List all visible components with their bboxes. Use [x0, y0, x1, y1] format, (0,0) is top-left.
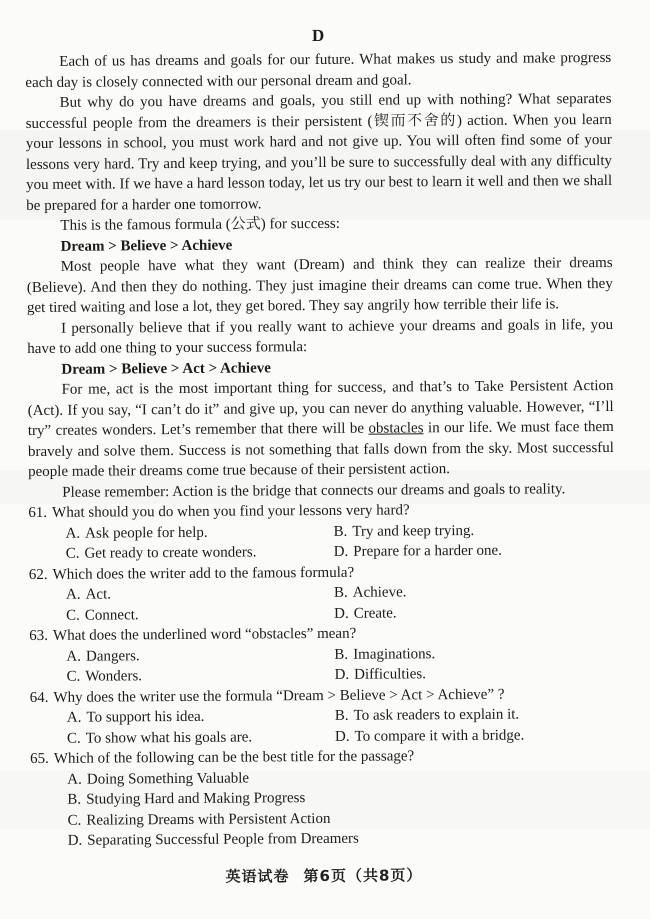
option-text: To show what his goals are. — [85, 728, 253, 747]
question-number: 63. — [29, 627, 49, 645]
question-64 — [30, 683, 616, 749]
passage-paragraph-1: Each of us has dreams and goals for our future. What makes us study and make progress each day is closely connected with our personal dream and goal. — [25, 49, 612, 91]
passage-paragraph-3: This is the famous formula (公式) for success: — [60, 215, 340, 234]
passage-paragraph-7: Please remember: Action is the bridge that connects our dreams and goals to reality. — [62, 480, 566, 501]
option-label: C. — [66, 730, 81, 747]
option-c — [67, 726, 335, 748]
option-a — [66, 583, 334, 605]
options-list — [30, 765, 617, 851]
option-text: To ask readers to explain it. — [353, 706, 520, 724]
question-text: What should you do when you find your lessons very hard? — [52, 502, 410, 521]
option-text: Separating Successful People from Dreamers — [87, 830, 359, 849]
option-label: C. — [66, 668, 81, 685]
option-label: A. — [66, 709, 82, 726]
option-d — [335, 724, 616, 746]
option-label: B. — [67, 791, 82, 808]
option-a — [67, 706, 335, 728]
passage-paragraph-4: Most people have what they want (Dream) and think they can realize their dreams (Believe). And then they do nothing. They just imagine their dreams can come true. When they get tired waiting and lose a lot, they get bored. They say angrily how terrible their life is. — [26, 254, 613, 317]
option-text: Prepare for a harder one. — [353, 542, 502, 560]
option-b — [333, 519, 614, 541]
underlined-word: obstacles — [368, 420, 424, 437]
paragraph-text: in our life. We must face them bravely and solve them. Success is not something that falls down from the sky. Most successful people made their dreams come true because of their persistent action. — [27, 418, 615, 481]
option-text: Try and keep trying. — [352, 522, 475, 540]
question-text: What does the underlined word “obstacles” mean? — [52, 625, 357, 644]
option-text: Imaginations. — [353, 645, 436, 663]
question-number: 62. — [28, 566, 48, 583]
option-label: D. — [334, 728, 350, 745]
option-label: A. — [65, 525, 81, 542]
option-text: To compare it with a bridge. — [354, 727, 525, 745]
option-label: D. — [67, 832, 83, 849]
question-65 — [30, 745, 617, 852]
question-number: 64. — [29, 689, 49, 706]
option-d — [334, 540, 615, 562]
option-text: Dangers. — [85, 647, 140, 665]
question-number: 65. — [30, 750, 49, 768]
option-label: A. — [67, 771, 82, 788]
options-grid — [29, 581, 615, 626]
formula-line-1: Dream > Believe > Achieve — [60, 237, 233, 255]
option-d — [334, 601, 615, 623]
passage-paragraph-6 — [27, 376, 614, 483]
option-label: B. — [334, 646, 349, 663]
option-a — [66, 644, 334, 666]
formula-line-2: Dream > Believe > Act > Achieve — [61, 359, 271, 378]
options-grid — [30, 704, 616, 749]
option-text: Studying Hard and Making Progress — [86, 790, 306, 808]
option-text: Ask people for help. — [85, 524, 208, 542]
option-d — [68, 827, 617, 851]
option-text: To support his idea. — [86, 708, 205, 726]
options-grid — [28, 519, 614, 564]
option-label: B. — [334, 707, 349, 724]
option-label: A. — [65, 586, 81, 603]
option-b — [335, 704, 616, 726]
option-label: D. — [333, 543, 349, 560]
question-text: Why does the writer use the formula “Dream > Believe > Act > Achieve” ? — [53, 686, 505, 706]
option-a — [65, 521, 333, 543]
option-label: B. — [333, 523, 348, 540]
passage-paragraph-2: But why do you have dreams and goals, you still end up with nothing? What separates successful people from the dreamers is their persistent (锲而不舍的) action. When you learn your lessons in school, you must work hard and not give up. You will often find some of your lessons very hard. Try and keep trying, and you’ll be sure to successfully deal with any difficulty you meet with. If we have a hard lesson today, let us try our best to learn it well and then we shall be prepared for a harder one tomorrow. — [25, 90, 613, 214]
option-text: Difficulties. — [354, 666, 426, 683]
option-text: Wonders. — [85, 668, 143, 685]
option-text: Get ready to create wonders. — [84, 544, 257, 562]
option-c — [66, 542, 334, 564]
paragraph-text: For me, act is the most important thing for success, and that’s to Take Persistent Action (Act). If you say, “I can’t do it” and give up, you can never do anything valuable. However, “I’ll try” creates wonders. Let’s remember that there will be — [27, 377, 614, 440]
option-text: Act. — [85, 586, 112, 603]
option-label: C. — [67, 812, 82, 829]
option-d — [334, 663, 615, 685]
question-62 — [29, 560, 615, 626]
question-number: 61. — [28, 504, 48, 522]
option-label: A. — [66, 648, 82, 665]
footer-page-number: 第6页（共8页） — [303, 865, 423, 885]
option-label: C. — [66, 607, 80, 624]
option-text: Doing Something Valuable — [86, 770, 250, 788]
option-text: Create. — [353, 604, 397, 622]
option-b — [334, 581, 615, 603]
option-text: Realizing Dreams with Persistent Action — [86, 810, 331, 829]
option-c — [66, 665, 334, 687]
options-grid — [29, 642, 615, 687]
option-label: D. — [334, 605, 349, 622]
questions-section — [28, 499, 616, 852]
option-text: Connect. — [84, 606, 139, 624]
option-label: C. — [65, 545, 80, 562]
question-text: Which of the following can be the best title for the passage? — [53, 748, 415, 767]
section-label: D — [311, 25, 325, 46]
passage-paragraph-5: I personally believe that if you really want to achieve your dreams and goals in life, you have to add one thing to your success formula: — [27, 316, 614, 358]
option-c — [66, 603, 334, 625]
page-footer — [31, 862, 617, 887]
question-61 — [28, 499, 614, 565]
option-label: D. — [334, 666, 350, 683]
question-text: Which does the writer add to the famous formula? — [52, 564, 355, 583]
question-63 — [29, 622, 615, 688]
option-text: Achieve. — [352, 584, 407, 601]
option-label: B. — [333, 584, 348, 601]
option-b — [334, 642, 615, 664]
exam-page — [25, 22, 617, 888]
footer-exam-title: 英语试卷 — [225, 866, 290, 886]
